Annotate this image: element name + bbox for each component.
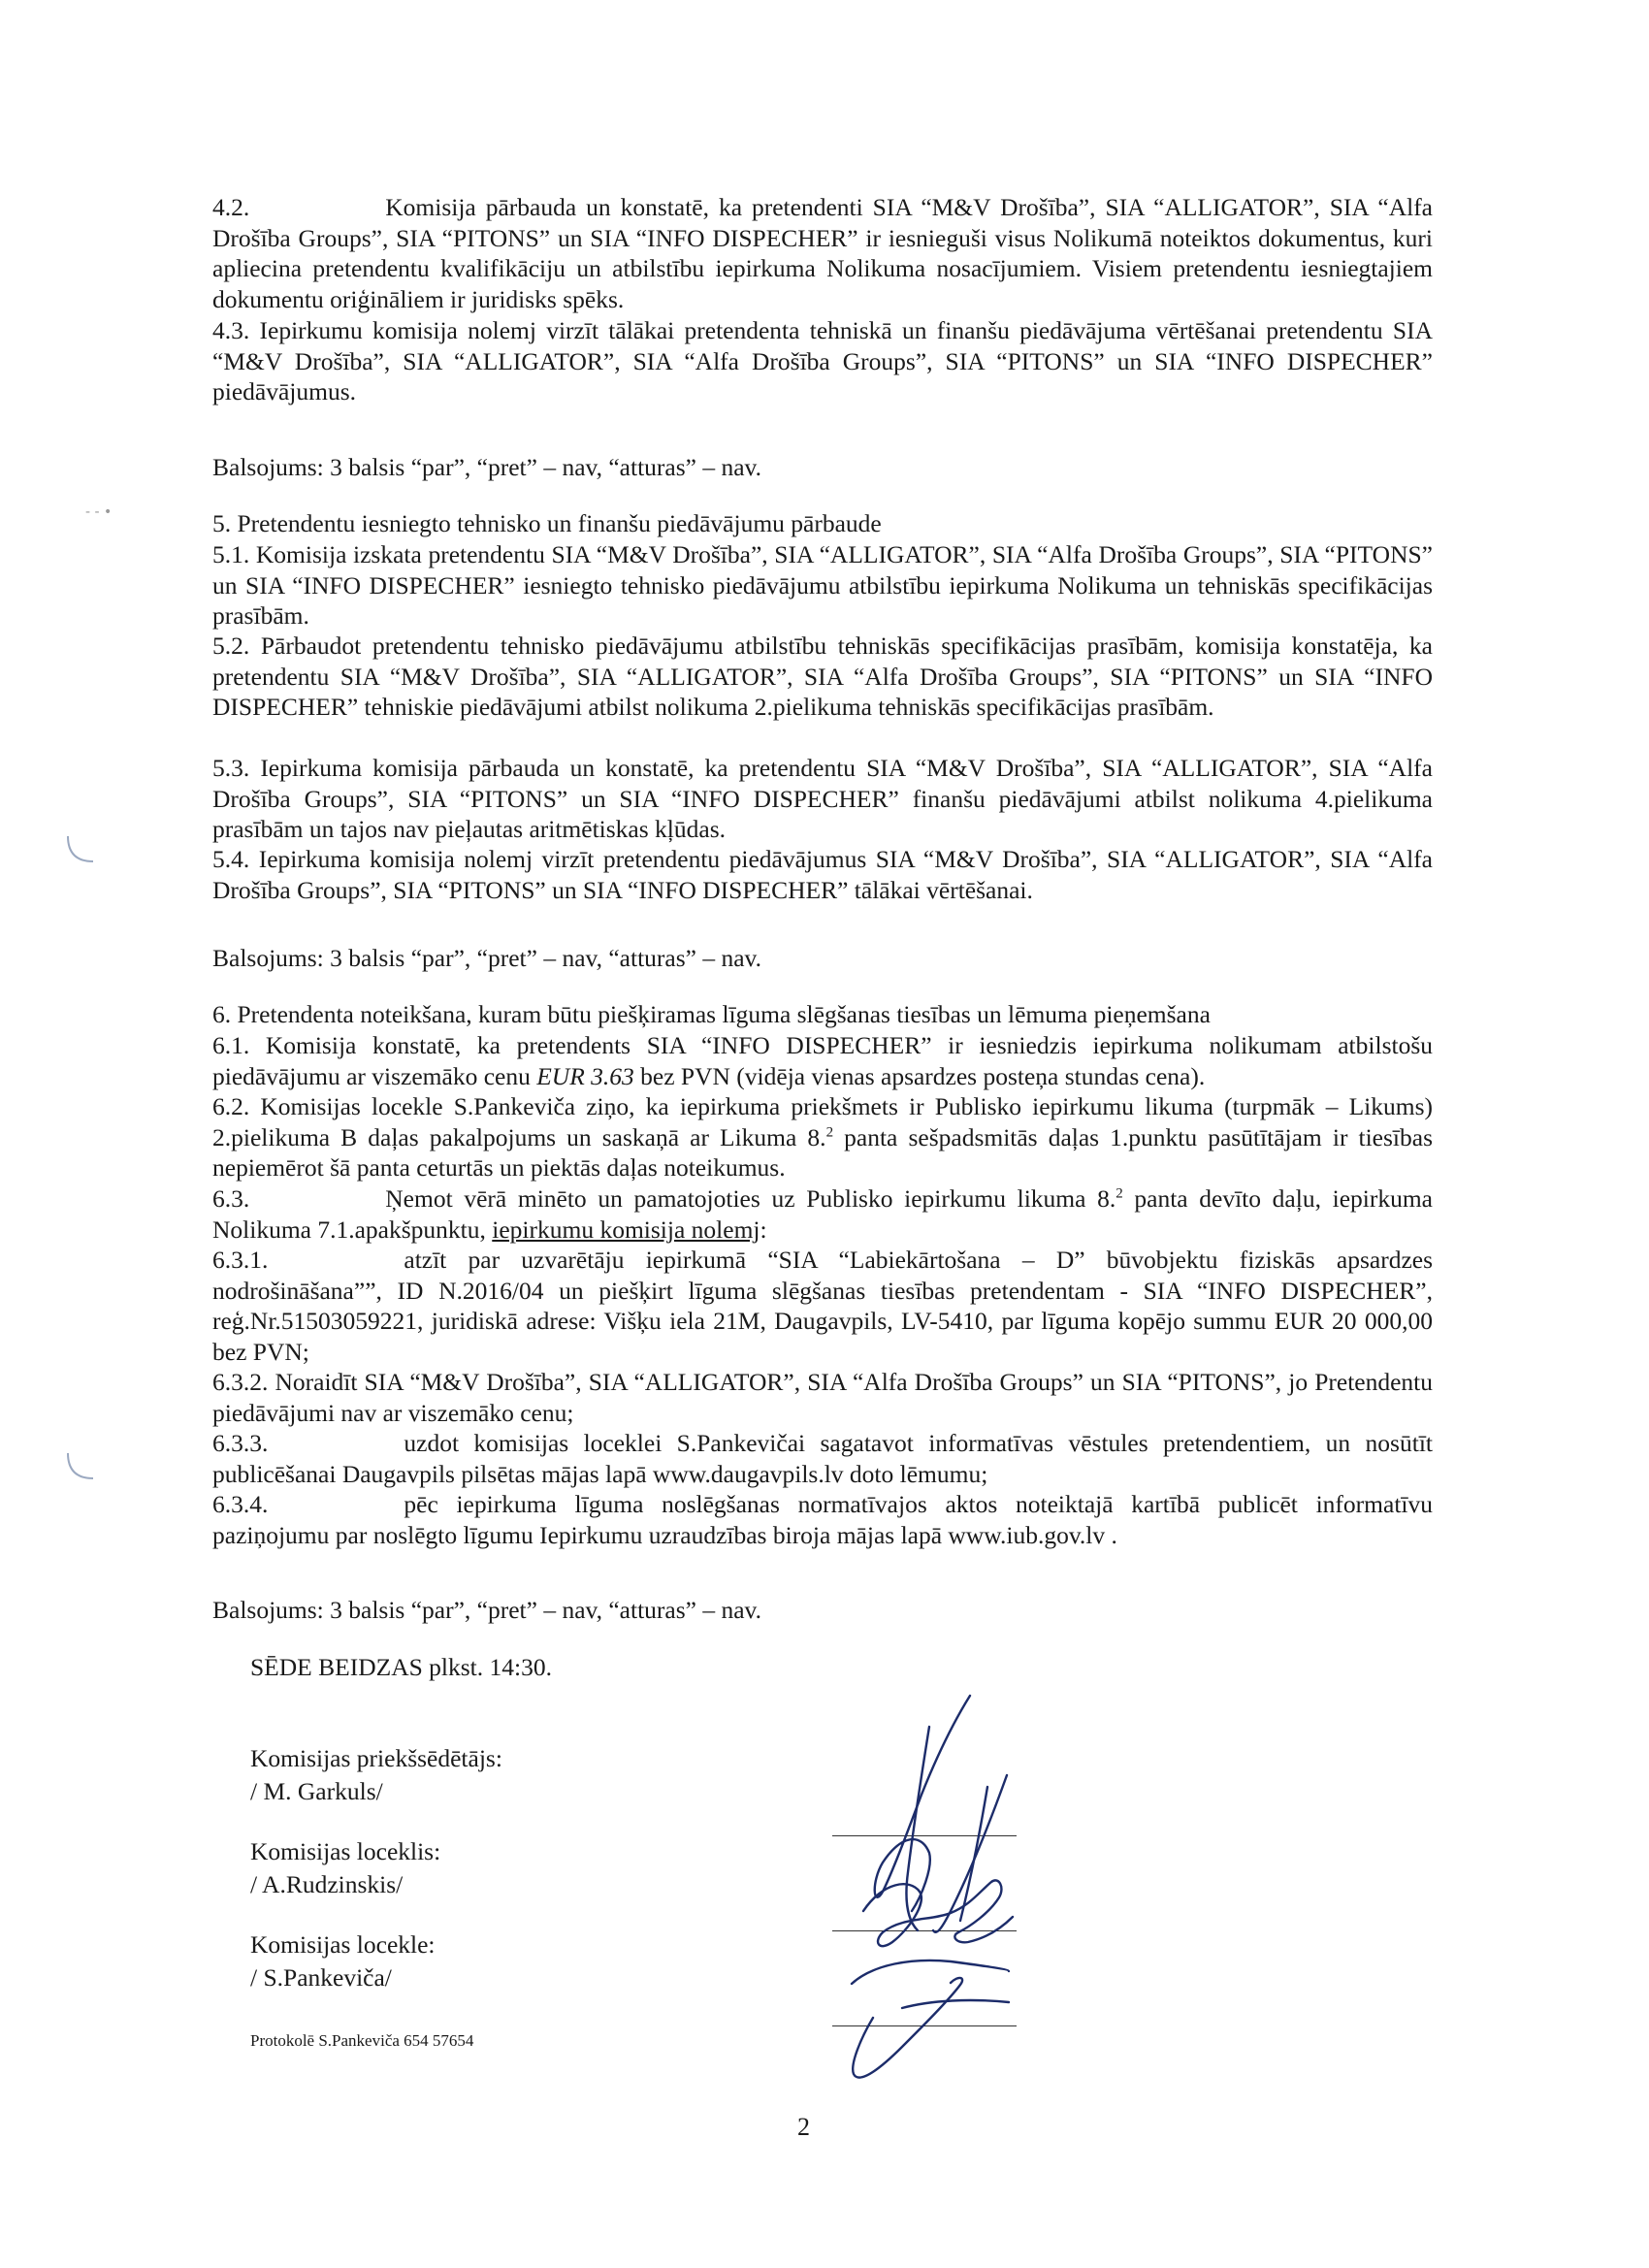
paragraph-text: Ņemot vērā minēto un pamatojoties uz Publisko iepirkumu likuma 8. bbox=[385, 1184, 1116, 1213]
paragraph-text-middle: panta devīto daļu, iepirkuma Nolikuma 7.1.apakšpunktu, bbox=[212, 1184, 1434, 1244]
paragraph-text: 4.3. Iepirkumu komisija nolemj virzīt tālākai pretendenta tehniskā un finanšu piedāvājuma vērtēšanai pretendentu SIA “M&V Drošība”, SIA “ALLIGATOR”, SIA “Alfa Drošība Groups”, SIA “PITONS” un SIA “INFO DISPECHER” piedāvājumus. bbox=[212, 316, 1433, 406]
paragraph-6-3-4 bbox=[212, 1489, 1433, 1550]
paragraph-5-2 bbox=[212, 631, 1433, 723]
punch-mark-bottom bbox=[64, 1449, 103, 1488]
price-value: EUR 3.63 bbox=[536, 1061, 634, 1090]
signatory-member-1 bbox=[250, 1835, 440, 1901]
signatory-role: Komisijas priekšsēdētājs: bbox=[250, 1744, 502, 1772]
paragraph-6-3-2 bbox=[212, 1367, 1433, 1428]
page-number: 2 bbox=[797, 2113, 810, 2141]
section-6-heading: 6. Pretendenta noteikšana, kuram būtu piešķiramas līguma slēgšanas tiesības un lēmuma pieņemšana bbox=[212, 1000, 1211, 1028]
signatory-name: / A.Rudzinskis/ bbox=[250, 1870, 404, 1898]
vote-result-1: Balsojums: 3 balsis “par”, “pret” – nav, “atturas” – nav. bbox=[212, 453, 762, 481]
paragraph-number: 6.3. bbox=[212, 1184, 250, 1213]
paragraph-6-1 bbox=[212, 1030, 1433, 1091]
paragraph-text: 6.1. Komisija konstatē, ka pretendents SIA “INFO DISPECHER” ir iesniedzis iepirkuma nolikumam atbilstošu piedāvājumu ar viszemāko cenu bbox=[212, 1031, 1433, 1090]
paragraph-6-3-3 bbox=[212, 1428, 1433, 1489]
vote-result-2: Balsojums: 3 balsis “par”, “pret” – nav, “atturas” – nav. bbox=[212, 944, 762, 972]
paragraph-number: 4.2. bbox=[212, 193, 250, 221]
meeting-closing: SĒDE BEIDZAS plkst. 14:30. bbox=[250, 1653, 552, 1681]
paragraph-text: 5.2. Pārbaudot pretendentu tehnisko piedāvājumu atbilstību tehniskās specifikācijas prasībām, komisija konstatēja, ka pretendentu SIA “M&V Drošība”, SIA “ALLIGATOR”, SIA “Alfa Drošība Groups”, SIA “PITONS” un SIA “INFO DISPECHER” tehniskie piedāvājumi atbilst nolikuma 2.pielikuma tehniskās specifikācijas prasībām. bbox=[212, 632, 1433, 722]
superscript: 2 bbox=[825, 1124, 834, 1141]
signatory-chair bbox=[250, 1742, 502, 1808]
margin-dots: - - • bbox=[85, 504, 113, 520]
paragraph-number: 6.3.3. bbox=[212, 1429, 269, 1457]
paragraph-text: 5.1. Komisija izskata pretendentu SIA “M&V Drošība”, SIA “ALLIGATOR”, SIA “Alfa Drošība Groups”, SIA “PITONS” un SIA “INFO DISPECHER” iesniegto tehnisko piedāvājumu atbilstību iepirkuma Nolikuma un tehniskās specifikācijas prasībām. bbox=[212, 540, 1433, 631]
paragraph-6-3 bbox=[212, 1183, 1433, 1245]
paragraph-4-3 bbox=[212, 315, 1433, 407]
protocol-note: Protokolē S.Pankeviča 654 57654 bbox=[250, 2031, 474, 2050]
paragraph-5-3 bbox=[212, 753, 1433, 845]
paragraph-text-end: bez PVN (vidēja vienas apsardzes posteņa stundas cena). bbox=[633, 1061, 1206, 1090]
signatory-member-2 bbox=[250, 1928, 436, 1994]
signatory-role: Komisijas locekle: bbox=[250, 1930, 436, 1959]
signatory-name: / S.Pankeviča/ bbox=[250, 1963, 392, 1992]
paragraph-number: 6.3.4. bbox=[212, 1490, 269, 1518]
vote-result-3: Balsojums: 3 balsis “par”, “pret” – nav, “atturas” – nav. bbox=[212, 1596, 762, 1624]
paragraph-text: 6.3.2. Noraidīt SIA “M&V Drošība”, SIA “ALLIGATOR”, SIA “Alfa Drošība Groups” un SIA “PITONS”, jo Pretendentu piedāvājumi nav ar viszemāko cenu; bbox=[212, 1368, 1433, 1427]
paragraph-text: 5.3. Iepirkuma komisija pārbauda un konstatē, ka pretendentu SIA “M&V Drošība”, SIA “ALLIGATOR”, SIA “Alfa Drošība Groups”, SIA “PITONS” un SIA “INFO DISPECHER” finanšu piedāvājumi atbilst nolikuma 4.pielikuma prasībām un tajos nav pieļautas aritmētiskas kļūdas. bbox=[212, 754, 1433, 844]
paragraph-number: 6.3.1. bbox=[212, 1246, 269, 1274]
paragraph-text: pēc iepirkuma līguma noslēgšanas normatīvajos aktos noteiktajā kartībā publicēt informatīvu paziņojumu par noslēgto līgumu Iepirkumu uzraudzības biroja mājas lapā www.iub.gov.lv . bbox=[212, 1490, 1433, 1549]
signatory-role: Komisijas loceklis: bbox=[250, 1837, 441, 1865]
paragraph-text-end: : bbox=[760, 1215, 767, 1244]
paragraph-text: atzīt par uzvarētāju iepirkumā “SIA “Labiekārtošana – D” būvobjektu fiziskās apsardzes nodrošināšana””, ID N.2016/04 un piešķirt līguma slēgšanas tiesības pretendentam - SIA “INFO DISPECHER”, reģ.Nr.51503059221, juridiskā adrese: Višķu iela 21M, Daugavpils, LV-5410, par līguma kopējo summu EUR 20 000,00 bez PVN; bbox=[212, 1246, 1433, 1366]
paragraph-6-2 bbox=[212, 1091, 1433, 1183]
paragraph-text-end: panta sešpadsmitās daļas 1.punktu pasūtītājam ir tiesības nepiemērot šā panta ceturtās un piektās daļas noteikumus. bbox=[212, 1122, 1434, 1183]
paragraph-5-1 bbox=[212, 539, 1433, 632]
paragraph-5-4 bbox=[212, 844, 1433, 905]
paragraph-text: 6.2. Komisijas locekle S.Pankeviča ziņo, ka iepirkuma priekšmets ir Publisko iepirkumu likuma (turpmāk – Likums) 2.pielikuma B daļas pakalpojums un saskaņā ar Likuma 8. bbox=[212, 1092, 1433, 1151]
superscript: 2 bbox=[1116, 1185, 1123, 1202]
paragraph-4-2 bbox=[212, 192, 1433, 314]
handwritten-signatures bbox=[815, 1688, 1086, 2095]
paragraph-text: 5.4. Iepirkuma komisija nolemj virzīt pretendentu piedāvājumus SIA “M&V Drošība”, SIA “ALLIGATOR”, SIA “Alfa Drošība Groups”, SIA “PITONS” un SIA “INFO DISPECHER” tālākai vērtēšanai. bbox=[212, 845, 1433, 904]
paragraph-6-3-1 bbox=[212, 1245, 1433, 1367]
signatory-name: / M. Garkuls/ bbox=[250, 1777, 383, 1805]
section-5-heading: 5. Pretendentu iesniegto tehnisko un finanšu piedāvājumu pārbaude bbox=[212, 509, 882, 537]
decision-phrase: iepirkumu komisija nolemj bbox=[492, 1215, 760, 1244]
paragraph-text: uzdot komisijas loceklei S.Pankevičai sagatavot informatīvas vēstules pretendentiem, un nosūtīt publicēšanai Daugavpils pilsētas mājas lapā www.daugavpils.lv doto lēmumu; bbox=[212, 1429, 1433, 1488]
paragraph-text: Komisija pārbauda un konstatē, ka pretendenti SIA “M&V Drošība”, SIA “ALLIGATOR”, SIA “Alfa Drošība Groups”, SIA “PITONS” un SIA “INFO DISPECHER” ir iesnieguši visus Nolikumā noteiktos dokumentus, kuri apliecina pretendentu kvalifikāciju un atbilstību iepirkuma Nolikuma nosacījumiem. Visiem pretendentu iesniegtajiem dokumentu oriģināliem ir juridisks spēks. bbox=[212, 193, 1433, 313]
punch-mark-top bbox=[64, 832, 103, 871]
